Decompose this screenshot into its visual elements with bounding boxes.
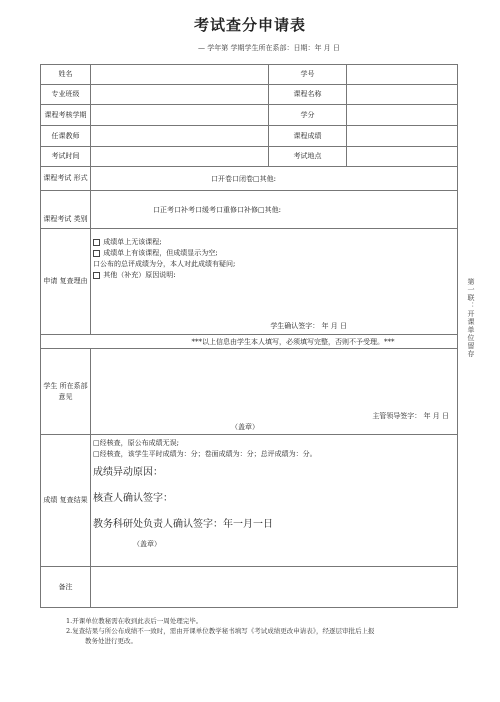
- major-class-label: 专业班级: [41, 85, 91, 105]
- notice-text: ***以上信息由学生本人填写，必须填写完整，否则不予受理。***: [41, 335, 458, 349]
- review-result-cell: [91, 435, 458, 567]
- exam-location-label: 考试地点: [269, 147, 347, 167]
- change-reason-label: 成绩异动原因：: [93, 467, 163, 478]
- checker-signature-label: 核查人确认签字：: [93, 493, 173, 504]
- footnote-2-continued: 教务处进行更改。: [85, 637, 137, 645]
- request-reason-cell: [91, 229, 458, 335]
- teacher-label: 任课教师: [41, 126, 91, 147]
- application-form: [40, 64, 457, 608]
- exam-location-field[interactable]: [347, 147, 458, 167]
- form-table: [40, 64, 458, 608]
- checkbox-icon[interactable]: [93, 272, 100, 279]
- result-no-error[interactable]: □经核查，原公布成绩无误;: [93, 439, 179, 447]
- reason-option-3[interactable]: 口公布的总评成绩为分，本人对此成绩有疑问;: [93, 260, 236, 268]
- reason-option-4[interactable]: 其他（补充）原因说明:: [93, 270, 455, 281]
- exam-time-field[interactable]: [91, 147, 269, 167]
- credits-field[interactable]: [347, 105, 458, 126]
- footnotes: [66, 616, 466, 646]
- major-class-field[interactable]: [91, 85, 269, 105]
- result-corrected[interactable]: □经核查，该学生平时成绩为：分；卷面成绩为：分；总评成绩为：分。: [93, 450, 317, 458]
- course-name-field[interactable]: [347, 85, 458, 105]
- reason-option-1[interactable]: 成绩单上无该课程;: [93, 237, 455, 248]
- review-result-label: 成绩 复查结果: [41, 435, 91, 567]
- request-reason-label: 申请 复查理由: [41, 229, 91, 335]
- credits-label: 学分: [269, 105, 347, 126]
- department-stamp: （盖章）: [231, 423, 259, 431]
- course-score-field[interactable]: [347, 126, 458, 147]
- remarks-label: 备注: [41, 567, 91, 608]
- officer-signature-label: 教务科研处负责人确认签字：年一月一日: [93, 519, 273, 530]
- footnote-1: 1.开课单位教秘需在收到此表后一周处理完毕。: [66, 617, 203, 625]
- student-signature-line: 学生确认签字： 年 月 日: [270, 322, 347, 330]
- form-subtitle: — 学年第 学期学生所在系部：日期：年 月 日: [198, 44, 340, 52]
- course-name-label: 课程名称: [269, 85, 347, 105]
- teacher-field[interactable]: [91, 126, 269, 147]
- form-title: 考试查分申请表: [193, 16, 306, 34]
- student-id-label: 学号: [269, 65, 347, 85]
- department-opinion-cell[interactable]: [91, 349, 458, 435]
- name-field[interactable]: [91, 65, 269, 85]
- course-semester-field[interactable]: [91, 105, 269, 126]
- exam-type-options[interactable]: 口正考口补考口缓考口重修口补修□其他:: [91, 191, 458, 229]
- checkbox-icon[interactable]: [93, 250, 100, 257]
- leader-signature-line: 主管领导签字： 年 月 日: [372, 412, 449, 420]
- course-score-label: 课程成绩: [269, 126, 347, 147]
- exam-type-label: 课程考试 类别: [41, 191, 91, 229]
- department-opinion-label: 学生 所在系部 意见: [41, 349, 91, 435]
- exam-form-label: 课程考试 形式: [41, 167, 91, 191]
- exam-form-options[interactable]: 口开卷口闭卷□其他:: [91, 167, 458, 191]
- exam-time-label: 考试时间: [41, 147, 91, 167]
- copy-retention-note: 第一联：开课单位留存: [467, 278, 475, 358]
- checkbox-icon[interactable]: [93, 239, 100, 246]
- course-semester-label: 课程考核学期: [41, 105, 91, 126]
- name-label: 姓名: [41, 65, 91, 85]
- reason-option-2[interactable]: 成绩单上有该课程，但成绩显示为空;: [93, 248, 455, 259]
- footnote-2: 2.复查结果与所公布成绩不一致时，需由开课单位教学秘书填写《考试成绩更改申请表》，经逐层审批后上报: [66, 627, 375, 635]
- remarks-field[interactable]: [91, 567, 458, 608]
- student-id-field[interactable]: [347, 65, 458, 85]
- result-stamp: （盖章）: [133, 540, 161, 548]
